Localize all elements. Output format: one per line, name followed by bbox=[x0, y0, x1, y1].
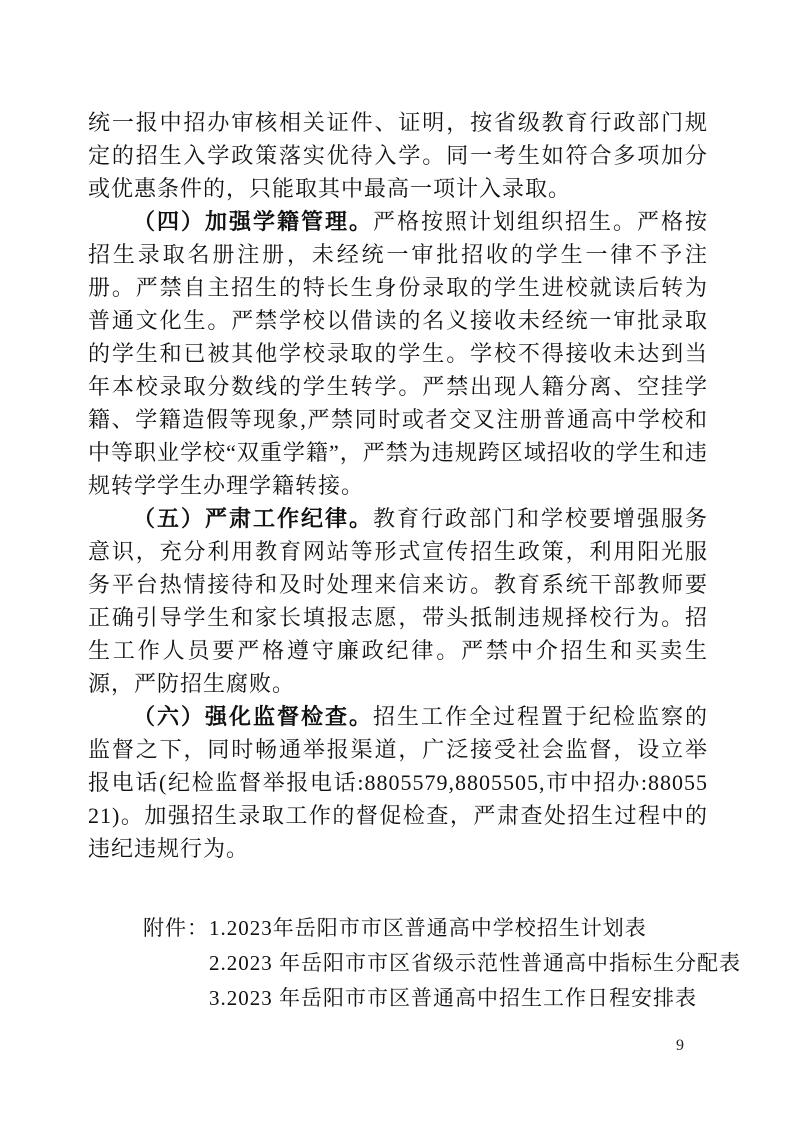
section-heading: （五）严肃工作纪律。 bbox=[133, 506, 373, 531]
paragraph bbox=[88, 502, 708, 700]
page-number: 9 bbox=[676, 1037, 684, 1054]
paragraph bbox=[88, 700, 708, 865]
section-heading: （六）强化监督检查。 bbox=[133, 704, 373, 729]
paragraph-text: 统一报中招办审核相关证件、证明，按省级教育行政部门规定的招生入学政策落实优待入学。同一考生如符合多项加分或优惠条件的，只能取其中最高一项计入录取。 bbox=[88, 110, 708, 201]
paragraph-text: 严格按照计划组织招生。严格按招生录取名册注册，未经统一审批招收的学生一律不予注册。严禁自主招生的特长生身份录取的学生进校就读后转为普通文化生。严禁学校以借读的名义接收未经统一审批录取的学生和已被其他学校录取的学生。学校不得接收未达到当年本校录取分数线的学生转学。严禁出现人籍分离、空挂学籍、学籍造假等现象,严禁同时或者交叉注册普通高中学校和中等职业学校“双重学籍”，严禁为违规跨区域招收的学生和违规转学学生办理学籍转接。 bbox=[88, 209, 708, 498]
attachment-item: 1.2023年岳阳市市区普通高中学校招生计划表 bbox=[209, 916, 647, 940]
attachment-item: 3.2023 年岳阳市市区普通高中招生工作日程安排表 bbox=[209, 986, 697, 1010]
attachments-list bbox=[209, 911, 741, 1016]
attachments-block bbox=[88, 911, 741, 1016]
paragraph bbox=[88, 106, 708, 205]
attachment-item: 2.2023 年岳阳市市区省级示范性普通高中指标生分配表 bbox=[209, 951, 741, 975]
paragraph-text: 招生工作全过程置于纪检监察的监督之下，同时畅通举报渠道，广泛接受社会监督，设立举报电话(纪检监督举报电话:8805579,8805505,市中招办:8805521)。加强招生录取工作的督促检查，严肃查处招生过程中的违纪违规行为。 bbox=[88, 704, 708, 861]
document-body bbox=[88, 106, 741, 1016]
paragraph-text: 教育行政部门和学校要增强服务意识，充分利用教育网站等形式宣传招生政策，利用阳光服务平台热情接待和及时处理来信来访。教育系统干部教师要正确引导学生和家长填报志愿，带头抵制违规择校行为。招生工作人员要严格遵守廉政纪律。严禁中介招生和买卖生源，严防招生腐败。 bbox=[88, 506, 708, 696]
paragraph-container bbox=[88, 106, 708, 865]
section-heading: （四）加强学籍管理。 bbox=[133, 209, 373, 234]
paragraph bbox=[88, 205, 708, 502]
attachments-label: 附件： bbox=[143, 916, 209, 940]
